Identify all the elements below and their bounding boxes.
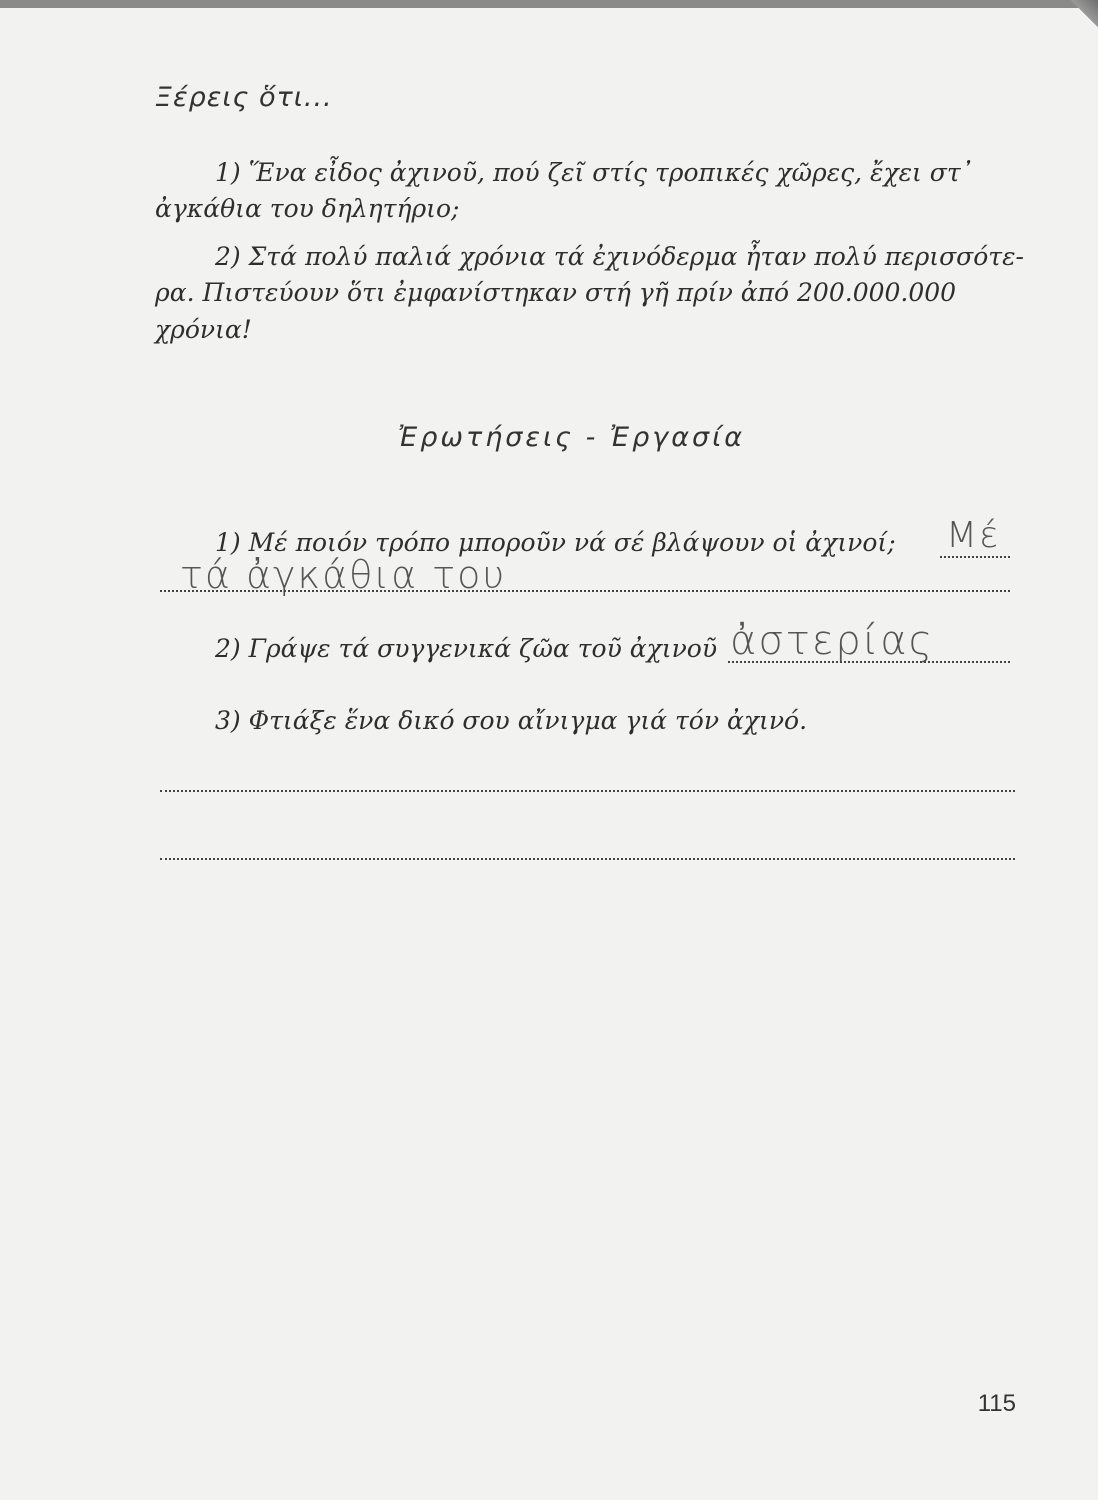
fact-2-line-3: χρόνια! [155, 315, 252, 344]
page-corner-fold [1068, 0, 1098, 30]
answer-2-handwriting: ἀστερίας [730, 618, 935, 664]
answer-2-dotted-line[interactable] [728, 661, 1010, 663]
question-1: 1) Μέ ποιόν τρόπο μποροῦν νά σέ βλάψουν οἱ ἀχινοί; [215, 528, 896, 557]
fact-1-line-1: 1) Ἕνα εἶδος ἀχινοῦ, πού ζεῖ στίς τροπικές χῶρες, ἔχει στ᾽ [215, 158, 974, 187]
answer-1-dotted-line-end [940, 556, 1010, 558]
answer-3-dotted-line-2[interactable] [160, 858, 1015, 860]
page-top-edge [0, 0, 1098, 8]
section-heading-did-you-know: Ξέρεις ὅτι... [155, 82, 333, 113]
fact-1-line-2: ἀγκάθια του δηλητήριο; [155, 194, 460, 223]
answer-3-dotted-line-1[interactable] [160, 790, 1015, 792]
section-title-questions: Ἐρωτήσεις - Ἐργασία [398, 422, 746, 453]
question-3: 3) Φτιάξε ἕνα δικό σου αἴνιγμα γιά τόν ἀχινό. [215, 706, 808, 735]
question-2: 2) Γράψε τά συγγενικά ζῶα τοῦ ἀχινοῦ [215, 634, 718, 663]
answer-1-handwriting-start: Μέ [946, 515, 1001, 556]
fact-2-line-2: ρα. Πιστεύουν ὅτι ἐμφανίστηκαν στή γῆ πρίν ἀπό 200.000.000 [155, 278, 957, 307]
answer-1-dotted-line[interactable] [160, 590, 1010, 592]
page-number: 115 [977, 1390, 1016, 1417]
answer-1-handwriting: τά ἀγκάθια του [180, 553, 507, 597]
fact-2-line-1: 2) Στά πολύ παλιά χρόνια τά ἐχινόδερμα ἦταν πολύ περισσότε- [215, 242, 1024, 271]
